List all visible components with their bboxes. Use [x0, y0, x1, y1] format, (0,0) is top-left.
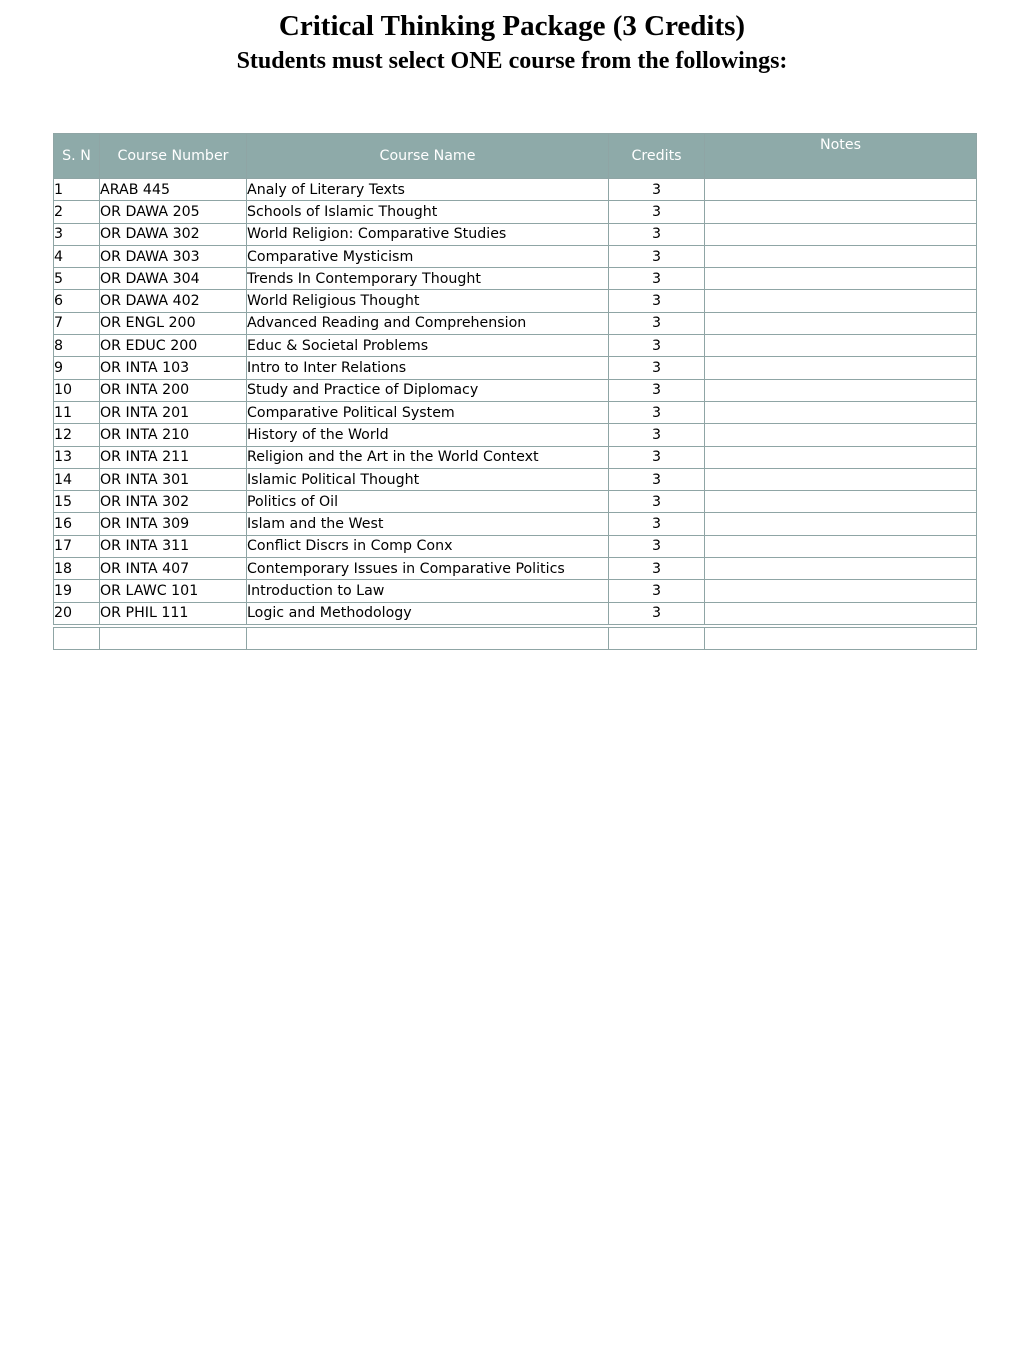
cell-course-name: Religion and the Art in the World Context — [247, 446, 609, 468]
cell-credits: 3 — [609, 401, 705, 423]
cell-course-number: OR DAWA 304 — [100, 268, 247, 290]
cell-credits: 3 — [609, 223, 705, 245]
cell-course-number: ARAB 445 — [100, 179, 247, 201]
cell-course-number: OR INTA 311 — [100, 535, 247, 557]
cell-course-number: OR INTA 301 — [100, 468, 247, 490]
cell-sn: 15 — [54, 491, 100, 513]
cell-course-name: Analy of Literary Texts — [247, 179, 609, 201]
cell-credits: 3 — [609, 424, 705, 446]
cell-course-name: Conflict Discrs in Comp Conx — [247, 535, 609, 557]
cell-sn: 7 — [54, 312, 100, 334]
cell-notes — [705, 223, 977, 245]
cell-notes — [705, 201, 977, 223]
cell-course-number: OR INTA 103 — [100, 357, 247, 379]
cell-sn: 8 — [54, 335, 100, 357]
table-row — [54, 602, 977, 626]
cell-notes — [705, 602, 977, 626]
cell-notes — [705, 335, 977, 357]
empty-table-row — [54, 626, 977, 650]
table-row — [54, 312, 977, 334]
table-row — [54, 535, 977, 557]
cell-credits: 3 — [609, 335, 705, 357]
cell-course-name: Contemporary Issues in Comparative Politics — [247, 558, 609, 580]
empty-cell — [100, 626, 247, 650]
cell-course-name: Comparative Mysticism — [247, 245, 609, 267]
cell-sn: 12 — [54, 424, 100, 446]
table-row — [54, 357, 977, 379]
page-title: Critical Thinking Package (3 Credits) — [278, 10, 746, 42]
cell-notes — [705, 513, 977, 535]
cell-sn: 16 — [54, 513, 100, 535]
table-row — [54, 424, 977, 446]
cell-course-name: Study and Practice of Diplomacy — [247, 379, 609, 401]
cell-course-name: History of the World — [247, 424, 609, 446]
cell-notes — [705, 268, 977, 290]
empty-cell — [247, 626, 609, 650]
cell-credits: 3 — [609, 602, 705, 626]
cell-credits: 3 — [609, 201, 705, 223]
header-row — [54, 134, 977, 179]
cell-credits: 3 — [609, 535, 705, 557]
cell-credits: 3 — [609, 290, 705, 312]
cell-course-name: Advanced Reading and Comprehension — [247, 312, 609, 334]
cell-course-number: OR PHIL 111 — [100, 602, 247, 626]
cell-notes — [705, 580, 977, 602]
cell-credits: 3 — [609, 558, 705, 580]
cell-notes — [705, 179, 977, 201]
cell-sn: 11 — [54, 401, 100, 423]
cell-course-number: OR INTA 201 — [100, 401, 247, 423]
cell-course-name: Politics of Oil — [247, 491, 609, 513]
cell-course-name: Educ & Societal Problems — [247, 335, 609, 357]
cell-course-name: Introduction to Law — [247, 580, 609, 602]
cell-sn: 5 — [54, 268, 100, 290]
cell-notes — [705, 491, 977, 513]
cell-course-number: OR INTA 407 — [100, 558, 247, 580]
cell-course-name: Schools of Islamic Thought — [247, 201, 609, 223]
cell-credits: 3 — [609, 446, 705, 468]
table-row — [54, 335, 977, 357]
cell-course-number: OR INTA 211 — [100, 446, 247, 468]
column-header-notes: Notes — [705, 134, 977, 179]
cell-course-name: Comparative Political System — [247, 401, 609, 423]
cell-credits: 3 — [609, 179, 705, 201]
cell-course-number: OR LAWC 101 — [100, 580, 247, 602]
cell-credits: 3 — [609, 491, 705, 513]
table-row — [54, 446, 977, 468]
cell-sn: 6 — [54, 290, 100, 312]
cell-course-name: Islamic Political Thought — [247, 468, 609, 490]
cell-credits: 3 — [609, 357, 705, 379]
table-row — [54, 580, 977, 602]
cell-course-number: OR DAWA 402 — [100, 290, 247, 312]
table-row — [54, 201, 977, 223]
page-subtitle: Students must select ONE course from the followings: — [236, 48, 788, 74]
table-header — [54, 134, 977, 179]
cell-notes — [705, 357, 977, 379]
cell-course-number: OR DAWA 303 — [100, 245, 247, 267]
cell-sn: 1 — [54, 179, 100, 201]
table-row — [54, 491, 977, 513]
cell-course-number: OR EDUC 200 — [100, 335, 247, 357]
cell-credits: 3 — [609, 312, 705, 334]
empty-cell — [609, 626, 705, 650]
cell-course-number: OR DAWA 205 — [100, 201, 247, 223]
cell-sn: 4 — [54, 245, 100, 267]
cell-course-name: Logic and Methodology — [247, 602, 609, 626]
column-header-course-number: Course Number — [100, 134, 247, 179]
cell-notes — [705, 535, 977, 557]
table-row — [54, 179, 977, 201]
cell-credits: 3 — [609, 245, 705, 267]
cell-notes — [705, 468, 977, 490]
cell-sn: 17 — [54, 535, 100, 557]
cell-sn: 3 — [54, 223, 100, 245]
cell-notes — [705, 245, 977, 267]
cell-sn: 9 — [54, 357, 100, 379]
cell-course-name: World Religion: Comparative Studies — [247, 223, 609, 245]
table-row — [54, 290, 977, 312]
cell-credits: 3 — [609, 268, 705, 290]
cell-sn: 14 — [54, 468, 100, 490]
cell-course-name: Islam and the West — [247, 513, 609, 535]
table-row — [54, 379, 977, 401]
column-header-sn: S. N — [54, 134, 100, 179]
cell-course-name: Trends In Contemporary Thought — [247, 268, 609, 290]
cell-sn: 20 — [54, 602, 100, 626]
empty-cell — [705, 626, 977, 650]
cell-course-name: Intro to Inter Relations — [247, 357, 609, 379]
cell-course-number: OR ENGL 200 — [100, 312, 247, 334]
table-row — [54, 513, 977, 535]
table-row — [54, 468, 977, 490]
cell-credits: 3 — [609, 379, 705, 401]
cell-notes — [705, 290, 977, 312]
cell-course-name: World Religious Thought — [247, 290, 609, 312]
cell-notes — [705, 401, 977, 423]
table-row — [54, 245, 977, 267]
cell-credits: 3 — [609, 580, 705, 602]
cell-sn: 2 — [54, 201, 100, 223]
cell-sn: 13 — [54, 446, 100, 468]
column-header-course-name: Course Name — [247, 134, 609, 179]
table-row — [54, 223, 977, 245]
cell-sn: 18 — [54, 558, 100, 580]
cell-notes — [705, 446, 977, 468]
cell-notes — [705, 424, 977, 446]
table-row — [54, 401, 977, 423]
cell-credits: 3 — [609, 513, 705, 535]
table-row — [54, 558, 977, 580]
cell-course-number: OR INTA 210 — [100, 424, 247, 446]
table-body — [54, 179, 977, 650]
cell-sn: 10 — [54, 379, 100, 401]
cell-course-number: OR INTA 309 — [100, 513, 247, 535]
cell-credits: 3 — [609, 468, 705, 490]
courses-table — [53, 133, 977, 650]
cell-notes — [705, 558, 977, 580]
cell-course-number: OR INTA 302 — [100, 491, 247, 513]
cell-notes — [705, 379, 977, 401]
empty-cell — [54, 626, 100, 650]
cell-notes — [705, 312, 977, 334]
table-row — [54, 268, 977, 290]
cell-course-number: OR DAWA 302 — [100, 223, 247, 245]
cell-sn: 19 — [54, 580, 100, 602]
cell-course-number: OR INTA 200 — [100, 379, 247, 401]
column-header-credits: Credits — [609, 134, 705, 179]
